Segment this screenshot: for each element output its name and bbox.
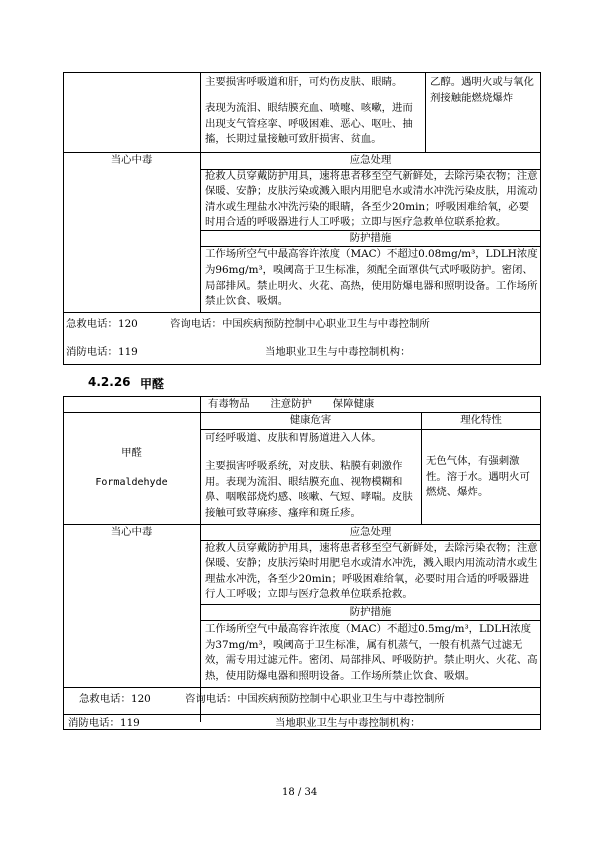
fire-phone-2: 消防电话：119: [68, 717, 140, 729]
chemical-name-cn: 甲醛: [121, 447, 142, 459]
protection-text: 工作场所空气中最高容许浓度（MAC）不超过0.08mg/m³，LDLH浓度为96mg/m³，嗅阈高于卫生标准，须配全面罩供气式呼吸防护。密闭、局部排风。禁止明火、火花、高热，使用防爆电器和照明设备。工作场所禁止饮食、吸烟。: [205, 248, 538, 308]
health-hazard-symptoms: 主要损害呼吸系统，对皮肤、粘膜有刺激作用。表现为流泪、眼结膜充血、视物模糊和鼻、咽喉部烧灼感、咳嗽、气短、哮喘。皮肤接触可致荨麻疹、瘙痒和斑丘疹。: [205, 460, 413, 519]
emergency-phone: 急救电话：120: [66, 318, 138, 330]
page-number: 18 / 34: [282, 787, 318, 798]
property-text: 无色气体，有强刺激性。溶于水。遇明火可燃烧、爆炸。: [426, 455, 530, 498]
emergency-text-2: 抢救人员穿戴防护用具，速将患者移至空气新鲜处，去除污染衣物；注意保暖、安静；皮肤污染时用肥皂水或清水冲洗，溅入眼内用流动清水或生理盐水冲洗，各至少20min；呼吸困难给氧，必要时用合适的呼吸器进行人工呼吸；立即与医疗急救单位联系抢救。: [205, 542, 538, 600]
health-hazard-title: 健康危害: [289, 414, 332, 426]
consult-phone: 咨询电话：中国疾病预防控制中心职业卫生与中毒控制所: [170, 318, 430, 330]
emergency-text: 抢救人员穿戴防护用具，速将患者移至空气新鲜处，去除污染衣物；注意保暖、安静；皮肤污染或溅入眼内用肥皂水或清水冲洗污染皮肤，用流动清水或生理盐水冲洗污染的眼睛，各至少20min；呼吸困难给氧，必要时用合适的呼吸器进行人工呼吸；立即与医疗急救单位联系抢救。: [205, 170, 538, 228]
consult-phone-2: 咨询电话：中国疾病预防控制中心职业卫生与中毒控制所: [185, 693, 445, 705]
section-title: 甲醛: [140, 377, 165, 391]
protection-title-2: 防护措施: [349, 606, 392, 618]
fire-phone: 消防电话：119: [66, 346, 138, 358]
warning-label-2: 当心中毒: [110, 526, 153, 538]
warning-label: 当心中毒: [110, 154, 153, 166]
health-hazard-symptoms-cont: 表现为流泪、眼结膜充血、喷嚏、咳嗽，进而出现支气管痉挛、呼吸困难、恶心、呕吐、抽搐，长期过量接触可致肝损害、贫血。: [205, 102, 413, 145]
top-tags: 有毒物品 注意防护 保障健康: [208, 398, 375, 410]
protection-text-2: 工作场所空气中最高容许浓度（MAC）不超过0.5mg/m³，LDLH浓度为37mg/m³，嗅阈高于卫生标准，属有机蒸气，一般有机蒸气过滤无效，需专用过滤元件。密闭、局部排风、呼吸防护。禁止明火、火花、高热，使用防爆电器和照明设备。工作场所禁止饮食、吸烟。: [205, 623, 538, 682]
local-org-2: 当地职业卫生与中毒控制机构：: [275, 717, 421, 729]
emergency-title-2: 应急处理: [349, 526, 392, 538]
local-org: 当地职业卫生与中毒控制机构：: [265, 346, 411, 358]
chemical-name-en: Formaldehyde: [95, 477, 168, 488]
property-title: 理化特性: [460, 414, 502, 426]
emergency-phone-2: 急救电话：120: [79, 693, 151, 705]
health-hazard-route: 可经呼吸道、皮肤和胃肠道进入人体。: [205, 432, 382, 444]
section-number: 4.2.26: [88, 375, 131, 389]
protection-title: 防护措施: [349, 232, 392, 244]
property-text-cont: 乙醇。遇明火或与氧化剂接触能燃烧爆炸: [430, 76, 534, 104]
emergency-title: 应急处理: [349, 154, 392, 166]
health-hazard-text-cont: 主要损害呼吸道和肝，可灼伤皮肤、眼睛。: [205, 76, 403, 88]
